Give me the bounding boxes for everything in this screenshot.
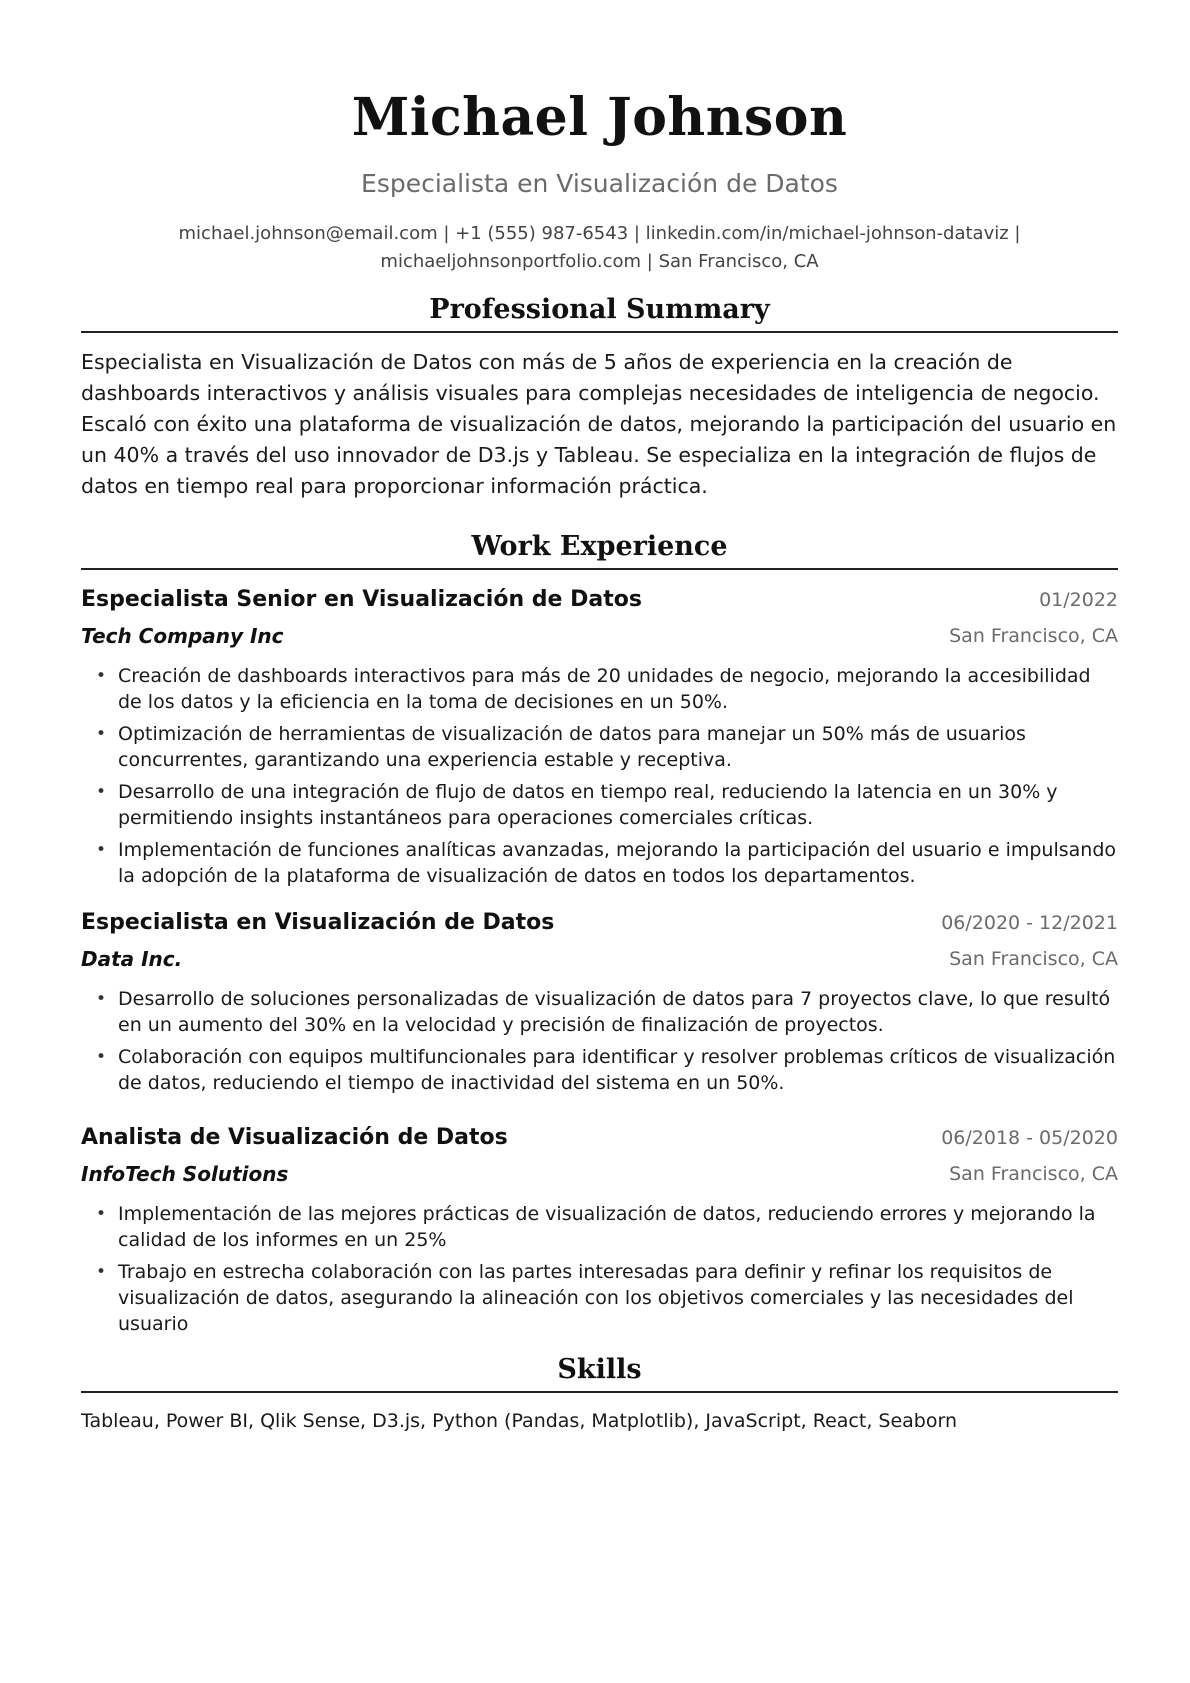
contact-line-2: michaeljohnsonportfolio.com | San Francisco, CA	[380, 251, 819, 272]
skills-text: Tableau, Power BI, Qlik Sense, D3.js, Python (Pandas, Matplotlib), JavaScript, React, Seaborn	[81, 1410, 957, 1432]
summary-heading: Professional Summary	[429, 294, 770, 325]
job-entry	[81, 906, 1118, 1102]
job-bullet: • Colaboración con equipos multifuncionales para identificar y resolver problemas críticos de visualización de datos, reduciendo el tiempo de inactividad del sistema en un 50%.	[81, 1044, 1118, 1096]
job-bullet: • Desarrollo de una integración de flujo de datos en tiempo real, reduciendo la latencia en un 30% y permitiendo insights instantáneos para operaciones comerciales críticas.	[81, 779, 1118, 831]
job-company: Data Inc.	[81, 947, 183, 971]
job-dates: 06/2020 - 12/2021	[941, 912, 1118, 934]
job-role: Especialista Senior en Visualización de Datos	[81, 587, 642, 612]
job-location: San Francisco, CA	[949, 948, 1118, 970]
experience-divider	[81, 568, 1118, 570]
job-role: Especialista en Visualización de Datos	[81, 910, 555, 935]
job-bullet: • Optimización de herramientas de visualización de datos para manejar un 50% más de usuarios concurrentes, garantizando una experiencia estable y receptiva.	[81, 721, 1118, 773]
job-role: Analista de Visualización de Datos	[81, 1125, 508, 1150]
job-header-row	[81, 906, 1118, 942]
job-bullet: • Implementación de las mejores prácticas de visualización de datos, reduciendo errores y mejorando la calidad de los informes en un 25%	[81, 1201, 1118, 1253]
job-bullets	[81, 986, 1118, 1096]
job-bullet: • Desarrollo de soluciones personalizadas de visualización de datos para 7 proyectos clave, lo que resultó en un aumento del 30% en la velocidad y precisión de finalización de proyectos.	[81, 986, 1118, 1038]
candidate-name: Michael Johnson	[351, 87, 848, 148]
candidate-title: Especialista en Visualización de Datos	[361, 169, 838, 198]
summary-text: Especialista en Visualización de Datos con más de 5 años de experiencia en la creación de dashboards interactivos y análisis visuales para complejas necesidades de inteligencia de negocio. Escaló con éxito una plataforma de visualización de datos, mejorando la participación del usuario en un 40% a través del uso innovador de D3.js y Tableau. Se especializa en la integración de flujos de datos en tiempo real para proporcionar información práctica.	[81, 350, 1117, 498]
skills-divider	[81, 1391, 1118, 1393]
job-bullet: • Trabajo en estrecha colaboración con las partes interesadas para definir y refinar los requisitos de visualización de datos, asegurando la alineación con los objetivos comerciales y las necesidades del usuario	[81, 1259, 1118, 1337]
job-bullet: • Implementación de funciones analíticas avanzadas, mejorando la participación del usuario e impulsando la adopción de la plataforma de visualización de datos en todos los departamentos.	[81, 837, 1118, 889]
job-header-row	[81, 583, 1118, 619]
job-dates: 06/2018 - 05/2020	[941, 1127, 1118, 1149]
job-company-row	[81, 1157, 1118, 1193]
job-company-row	[81, 619, 1118, 655]
job-location: San Francisco, CA	[949, 625, 1118, 647]
job-company-row	[81, 942, 1118, 978]
job-entry	[81, 583, 1118, 895]
job-company: InfoTech Solutions	[81, 1162, 289, 1186]
job-location: San Francisco, CA	[949, 1163, 1118, 1185]
job-bullets	[81, 663, 1118, 889]
job-bullet: • Creación de dashboards interactivos para más de 20 unidades de negocio, mejorando la accesibilidad de los datos y la eficiencia en la toma de decisiones en un 50%.	[81, 663, 1118, 715]
skills-heading: Skills	[557, 1354, 642, 1385]
job-bullets	[81, 1201, 1118, 1337]
contact-line-1: michael.johnson@email.com | +1 (555) 987-6543 | linkedin.com/in/michael-johnson-dataviz |	[178, 223, 1021, 244]
job-company: Tech Company Inc	[81, 624, 284, 648]
job-header-row	[81, 1121, 1118, 1157]
job-dates: 01/2022	[1039, 589, 1118, 611]
experience-heading: Work Experience	[471, 531, 728, 562]
contact-info	[81, 220, 1118, 276]
summary-divider	[81, 331, 1118, 333]
job-entry	[81, 1121, 1118, 1343]
